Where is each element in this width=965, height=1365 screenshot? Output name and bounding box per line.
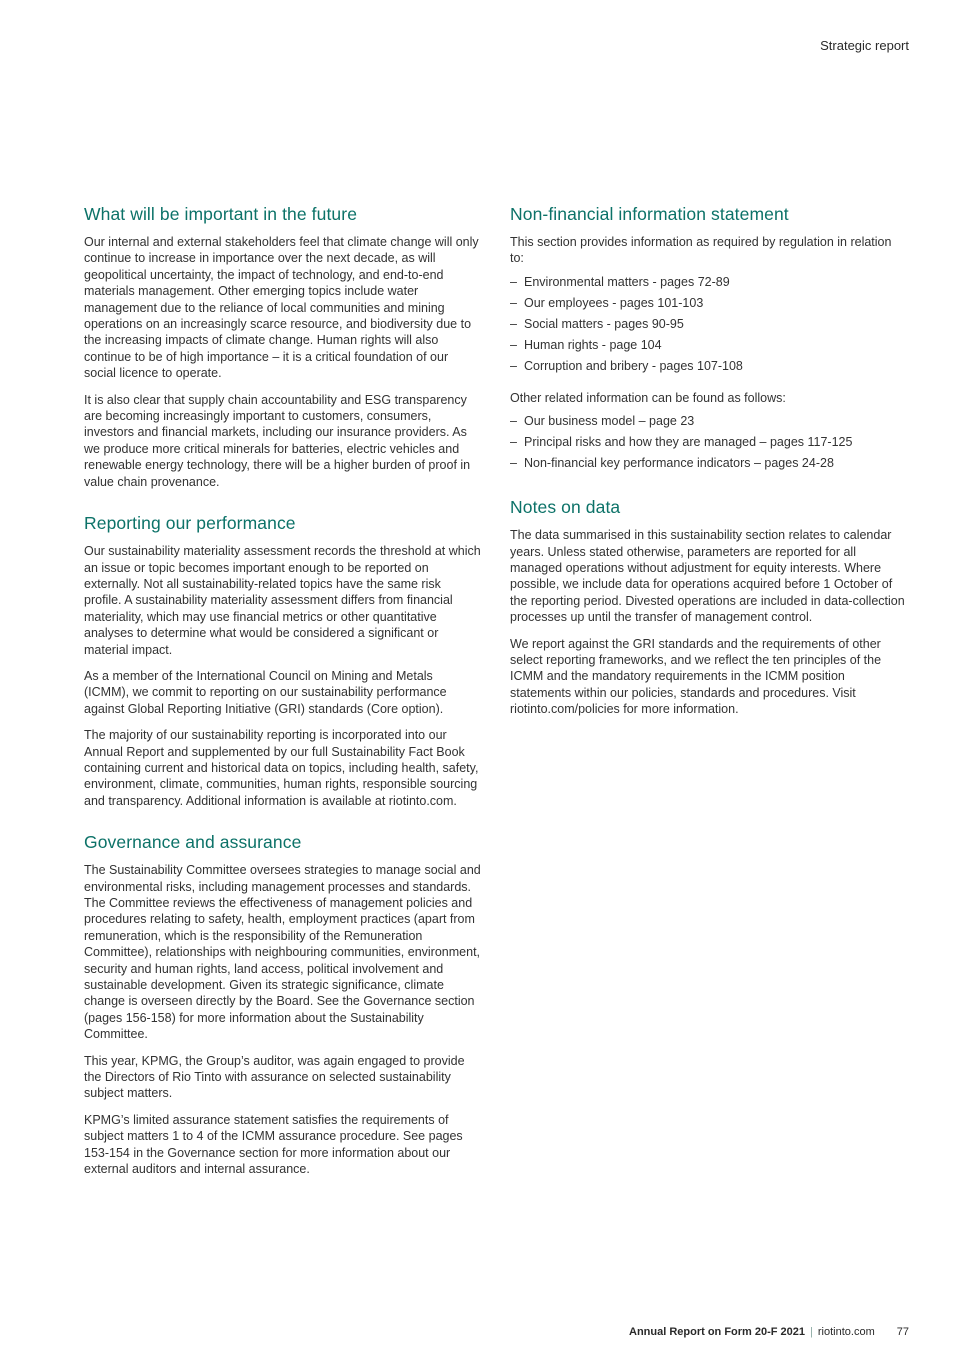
- paragraph: Our internal and external stakeholders feel that climate change will only continue to increase in importance over the next decade, as will geopolitical uncertainty, the impact of technology, and end-to-end materials management. Other emerging topics include water management due to the reliance of local communities and mining operations on an increasingly scarce resource, and biodiversity due to the increasing impacts of climate change. Human rights will also continue to be of high importance – it is a critical foundation of our social licence to operate.: [84, 235, 479, 381]
- heading-nonfinancial-information: Non-financial information statement: [510, 204, 789, 224]
- list-item: [510, 356, 905, 377]
- list-item: [510, 314, 905, 335]
- page-footer: [629, 1326, 909, 1338]
- section-label: Strategic report: [820, 38, 909, 53]
- paragraph: We report against the GRI standards and the requirements of other select reporting frameworks, and we reflect the ten principles of the ICMM and the mandatory requirements in the ICMM position statements within our policies, standards and procedures. Visit riotinto.com/policies for more information.: [510, 636, 882, 717]
- list-item-text: Our employees - pages 101-103: [524, 295, 704, 310]
- left-column: [84, 203, 481, 1178]
- heading-notes-on-data: Notes on data: [510, 497, 621, 518]
- footer-separator: |: [810, 1326, 813, 1338]
- page-content: [84, 203, 905, 1178]
- regulation-topics-list: [510, 272, 905, 377]
- right-column: [510, 203, 905, 1178]
- dash-marker: –: [510, 295, 517, 310]
- list-item-text: Our business model – page 23: [524, 414, 695, 429]
- paragraph: This year, KPMG, the Group’s auditor, was again engaged to provide the Directors of Rio Tinto with assurance on selected sustainability subject matters.: [84, 1053, 465, 1101]
- list-item-text: Human rights - page 104: [524, 337, 662, 352]
- list-item: [510, 272, 905, 293]
- heading-governance-and-assurance: Governance and assurance: [84, 832, 302, 853]
- page-number: 77: [896, 1326, 909, 1338]
- dash-marker: –: [510, 456, 517, 471]
- related-information-list: [510, 411, 905, 474]
- heading-reporting-our-performance: Reporting our performance: [84, 513, 296, 534]
- list-item: [510, 335, 905, 356]
- list-item: [510, 293, 905, 314]
- dash-marker: –: [510, 435, 517, 450]
- paragraph: It is also clear that supply chain accountability and ESG transparency are becoming increasingly important to customers, consumers, investors and financial markets, including our insurance providers. As we produce more critical minerals for batteries, electric vehicles and renewable energy technology, there will be a higher burden of proof in value chain provenance.: [84, 392, 471, 489]
- paragraph: This section provides information as required by regulation in relation to:: [510, 235, 892, 266]
- footer-report-title: Annual Report on Form 20-F 2021: [629, 1326, 806, 1338]
- list-item: [510, 432, 905, 453]
- paragraph: KPMG’s limited assurance statement satisfies the requirements of subject matters 1 to 4 of the ICMM assurance procedure. See pages 153-154 in the Governance section for more information about our external auditors and internal assurance.: [84, 1112, 463, 1177]
- dash-marker: –: [510, 358, 517, 373]
- list-item: [510, 453, 905, 474]
- paragraph: The data summarised in this sustainability section relates to calendar years. Unless stated otherwise, parameters are reported for all managed operations without adjustment for equity interests. Where possible, we include data for operations acquired before 1 October of the reporting period. Divested operations are included in data-collection processes up until the transfer of management control.: [510, 528, 905, 625]
- footer-site-text: riotinto.com: [817, 1326, 875, 1338]
- paragraph: Our sustainability materiality assessment records the threshold at which an issue or topic becomes important enough to be reported on externally. Not all sustainability-related topics have the same risk profile. A sustainability materiality assessment differs from financial materiality, which may use financial metrics or other quantitative analyses to determine what would be considered a significant or material impact.: [84, 544, 481, 657]
- list-item: [510, 411, 905, 432]
- heading-what-will-be-important: What will be important in the future: [84, 204, 358, 224]
- list-item-text: Corruption and bribery - pages 107-108: [524, 358, 743, 373]
- page-header: [820, 38, 909, 53]
- paragraph: Other related information can be found as follows:: [510, 390, 786, 405]
- dash-marker: –: [510, 274, 517, 289]
- dash-marker: –: [510, 316, 517, 331]
- paragraph: The Sustainability Committee oversees strategies to manage social and environmental risks, including management processes and standards. The Committee reviews the effectiveness of management policies and procedures relating to safety, health, employment practices (apart from remuneration, which is the responsibility of the Remuneration Committee), relationships with neighbouring communities, environment, security and human rights, land access, political involvement and sustainable development. Given its strategic significance, climate change is overseen directly by the Board. See the Governance section (pages 156-158) for more information about the Sustainability Committee.: [84, 863, 481, 1042]
- paragraph: The majority of our sustainability reporting is incorporated into our Annual Report and supplemented by our full Sustainability Fact Book containing current and historical data on topics, including health, safety, environment, climate, communities, human rights, responsible sourcing and transparency. Additional information is available at riotinto.com.: [84, 728, 479, 808]
- paragraph: As a member of the International Council on Mining and Metals (ICMM), we commit to reporting on our sustainability performance against Global Reporting Initiative (GRI) standards (Core option).: [84, 668, 447, 716]
- dash-marker: –: [510, 414, 517, 429]
- list-item-text: Social matters - pages 90-95: [524, 316, 684, 331]
- dash-marker: –: [510, 337, 517, 352]
- list-item-text: Non-financial key performance indicators – pages 24-28: [524, 456, 834, 471]
- list-item-text: Principal risks and how they are managed – pages 117-125: [524, 435, 853, 450]
- list-item-text: Environmental matters - pages 72-89: [524, 274, 730, 289]
